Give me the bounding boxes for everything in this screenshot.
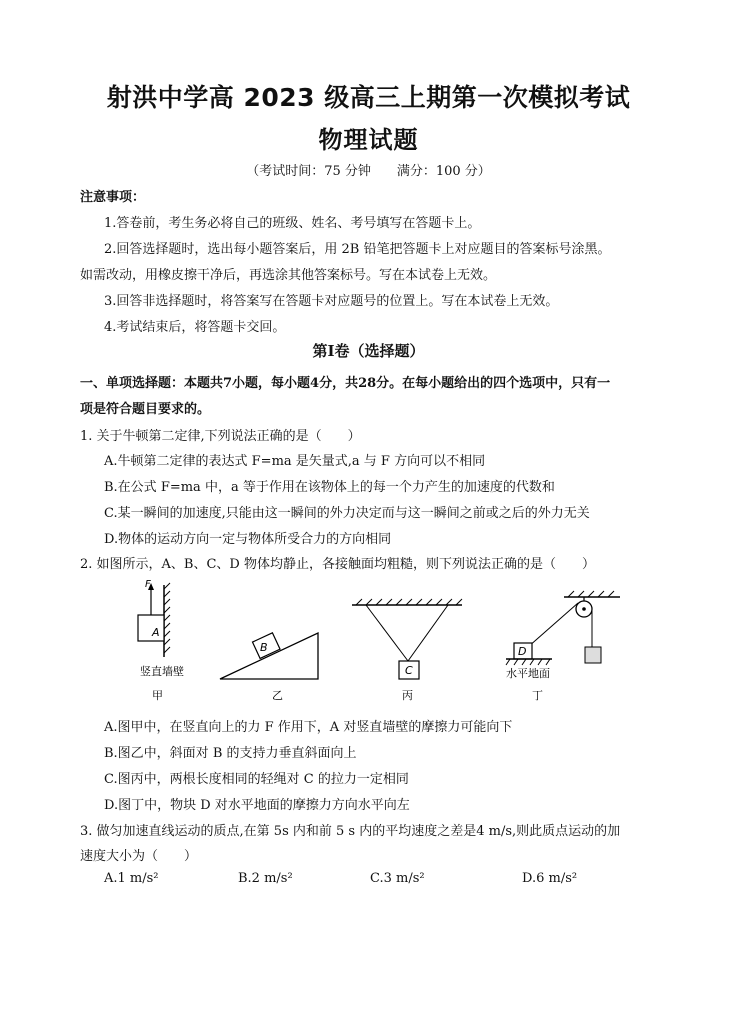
question-3-stem: 3. 做匀加速直线运动的质点,在第 5s 内和前 5 s 内的平均速度之差是4 m/s,则此质点运动的加: [80, 824, 621, 839]
figure-caption: 甲: [152, 689, 163, 702]
figure-ding: [506, 591, 620, 702]
question-2-option-a: A.图甲中，在竖直向上的力 F 作用下，A 对竖直墙壁的摩擦力可能向下: [104, 720, 513, 735]
figure-caption: 乙: [272, 689, 283, 702]
figure-caption: 丁: [532, 689, 543, 702]
question-2-stem: 2. 如图所示，A、B、C、D 物体均静止，各接触面均粗糙，则下列说法正确的是（ ）: [80, 557, 595, 572]
question-1-option-c: C.某一瞬间的加速度,只能由这一瞬间的外力决定而与这一瞬间之前或之后的外力无关: [104, 506, 590, 521]
notes-heading: 注意事项：: [80, 190, 146, 205]
note-item: 4.考试结束后，将答题卡交回。: [104, 320, 286, 335]
question-3-stem: 速度大小为（ ）: [80, 849, 198, 864]
figure-bing: [352, 599, 462, 702]
question-2-figure: [120, 575, 620, 705]
ground-label: 水平地面: [506, 667, 550, 680]
question-1-option-a: A.牛顿第二定律的表达式 F=ma 是矢量式,a 与 F 方向可以不相同: [104, 454, 486, 469]
note-item: 2.回答选择题时，选出每小题答案后，用 2B 铅笔把答题卡上对应题目的答案标号涂黑。: [104, 242, 611, 257]
note-item: 1.答卷前，考生务必将自己的班级、姓名、考号填写在答题卡上。: [104, 216, 481, 231]
block-label: C: [405, 664, 413, 677]
block-label: D: [518, 645, 527, 658]
question-3-option-a: A.1 m/s²: [104, 871, 159, 886]
figure-yi: [220, 633, 318, 702]
exam-title: 射洪中学高 2023 级高三上期第一次模拟考试: [106, 83, 631, 112]
question-1-stem: 1. 关于牛顿第二定律,下列说法正确的是（ ）: [80, 429, 361, 444]
question-3-option-b: B.2 m/s²: [238, 871, 293, 886]
section-title: 第I卷（选择题）: [312, 342, 425, 360]
wall-label: 竖直墙壁: [140, 665, 184, 678]
question-3-option-c: C.3 m/s²: [370, 871, 425, 886]
figure-caption: 丙: [402, 689, 413, 702]
section-intro: 项是符合题目要求的。: [80, 402, 211, 417]
question-3-option-d: D.6 m/s²: [522, 871, 578, 886]
exam-subtitle: 物理试题: [318, 126, 419, 154]
exam-info: （考试时间：75 分钟 满分：100 分）: [246, 164, 491, 179]
force-label: F: [145, 579, 151, 590]
question-2-option-c: C.图丙中，两根长度相同的轻绳对 C 的拉力一定相同: [104, 772, 409, 787]
block-label: A: [152, 626, 160, 639]
note-item: 如需改动，用橡皮擦干净后，再选涂其他答案标号。写在本试卷上无效。: [80, 268, 497, 283]
figure-jia: [138, 579, 184, 702]
block-label: B: [260, 641, 268, 654]
question-2-option-b: B.图乙中，斜面对 B 的支持力垂直斜面向上: [104, 746, 357, 761]
note-item: 3.回答非选择题时，将答案写在答题卡对应题号的位置上。写在本试卷上无效。: [104, 294, 559, 309]
section-intro: 一、单项选择题：本题共7小题，每小题4分，共28分。在每小题给出的四个选项中，只有一: [80, 376, 611, 391]
question-2-option-d: D.图丁中，物块 D 对水平地面的摩擦力方向水平向左: [104, 798, 410, 813]
question-1-option-b: B.在公式 F=ma 中，a 等于作用在该物体上的每一个力产生的加速度的代数和: [104, 480, 555, 495]
question-1-option-d: D.物体的运动方向一定与物体所受合力的方向相同: [104, 532, 392, 547]
